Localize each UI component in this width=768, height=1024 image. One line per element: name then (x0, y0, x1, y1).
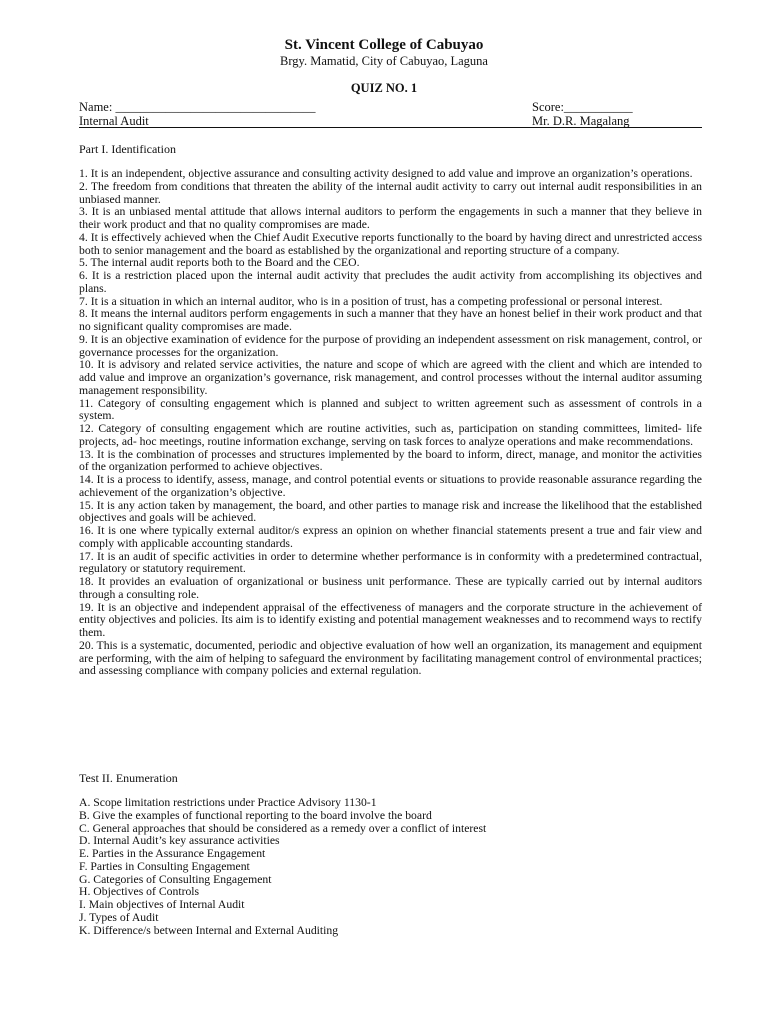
question-item: 7. It is a situation in which an internal auditor, who is in a position of trust, has a competing professional or personal interest. (79, 294, 663, 308)
question-item: 12. Category of consulting engagement which are routine activities, such as, participation on standing committees, limited- life projects, ad- hoc meetings, routine information exchange, serving on task forces to analyze operations and make recommendations. (79, 422, 702, 448)
enum-item: C. General approaches that should be considered as a remedy over a conflict of interest (79, 821, 487, 835)
question-item: 19. It is an objective and independent appraisal of the effectiveness of managers and the corporate structure in the achievement of entity objectives and policies. Its aim is to identify existing and potential management weaknesses and to recommend ways to rectify them. (79, 600, 702, 639)
question-item: 6. It is a restriction placed upon the internal audit activity that precludes the audit activity from accomplishing its objectives and plans. (79, 269, 702, 295)
question-item: 16. It is one where typically external auditor/s express an opinion on whether financial statements present a true and fair view and comply with applicable accounting standards. (79, 524, 702, 550)
identification-list (79, 168, 702, 678)
part2-title: Test II. Enumeration (79, 771, 178, 785)
question-item: 11. Category of consulting engagement which is planned and subject to written agreement such as assessment of controls in a system. (79, 396, 702, 423)
school-name: St. Vincent College of Cabuyao (284, 37, 484, 53)
question-item: 4. It is effectively achieved when the Chief Audit Executive reports functionally to the board by having direct and unrestricted access both to senior management and the board as established by the organizational and reporting structure of a company. (79, 230, 702, 257)
enum-item: F. Parties in Consulting Engagement (79, 859, 250, 873)
name-line: Name: ________________________________ (79, 100, 316, 114)
question-item: 17. It is an audit of specific activities in order to determine whether performance is in conformity with a predetermined contractual, regulatory or statutory requirement. (79, 549, 702, 576)
question-item: 15. It is any action taken by management, the board, and other parties to manage risk and increase the likelihood that the established objectives and goals will be achieved. (79, 498, 702, 525)
question-item: 3. It is an unbiased mental attitude that allows internal auditors to perform the engagements in such a manner that they believe in their work product and that no quality compromises are made. (79, 205, 702, 231)
part1-title: Part I. Identification (79, 142, 176, 156)
header-divider (79, 127, 702, 128)
enum-item: A. Scope limitation restrictions under Practice Advisory 1130-1 (79, 796, 377, 809)
question-item: 1. It is an independent, objective assurance and consulting activity designed to add value and improve an organization’s operations. (79, 167, 693, 180)
enum-item: B. Give the examples of functional reporting to the board involve the board (79, 808, 432, 822)
enum-item: I. Main objectives of Internal Audit (79, 898, 245, 911)
enum-item: H. Objectives of Controls (79, 885, 200, 899)
enum-item: G. Categories of Consulting Engagement (79, 872, 272, 886)
question-item: 20. This is a systematic, documented, periodic and objective evaluation of how well an organization, its management and equipment are performing, with the aim of helping to safeguard the environment by facilitating management control of environmental practices; and assessing compliance with company policies and external regulation. (79, 638, 702, 678)
question-item: 2. The freedom from conditions that threaten the ability of the internal audit activity to carry out internal audit responsibilities in an unbiased manner. (79, 179, 702, 206)
subject-label: Internal Audit (79, 114, 149, 128)
question-item: 14. It is a process to identify, assess, manage, and control potential events or situations to provide reasonable assurance regarding the achievement of the organization’s objective. (79, 473, 702, 499)
question-item: 8. It means the internal auditors perform engagements in such a manner that they have an honest belief in their work product and that no significant quality compromises are made. (79, 307, 702, 333)
question-item: 9. It is an objective examination of evidence for the purpose of providing an independent assessment on risk management, control, or governance processes for the organization. (79, 332, 702, 359)
instructor-label: Mr. D.R. Magalang (532, 114, 630, 128)
enum-item: K. Difference/s between Internal and External Auditing (79, 923, 339, 937)
question-item: 13. It is the combination of processes and structures implemented by the board to inform, direct, manage, and monitor the activities of the organization performed to achieve objectives. (79, 447, 702, 474)
question-item: 5. The internal audit reports both to the Board and the CEO. (79, 256, 360, 270)
score-line: Score:___________ (532, 100, 633, 114)
enum-item: E. Parties in the Assurance Engagement (79, 847, 266, 860)
quiz-title: QUIZ NO. 1 (350, 81, 418, 95)
enum-item: J. Types of Audit (79, 910, 159, 924)
enumeration-list (79, 797, 702, 937)
enum-item: D. Internal Audit’s key assurance activities (79, 834, 280, 848)
question-item: 18. It provides an evaluation of organizational or business unit performance. These are typically carried out by internal auditors through a consulting role. (79, 575, 702, 601)
school-address: Brgy. Mamatid, City of Cabuyao, Laguna (280, 54, 488, 68)
question-item: 10. It is advisory and related service activities, the nature and scope of which are agreed with the client and which are intended to add value and improve an organization’s governance, risk management, and control processes without the internal auditor assuming management responsibility. (79, 358, 702, 397)
